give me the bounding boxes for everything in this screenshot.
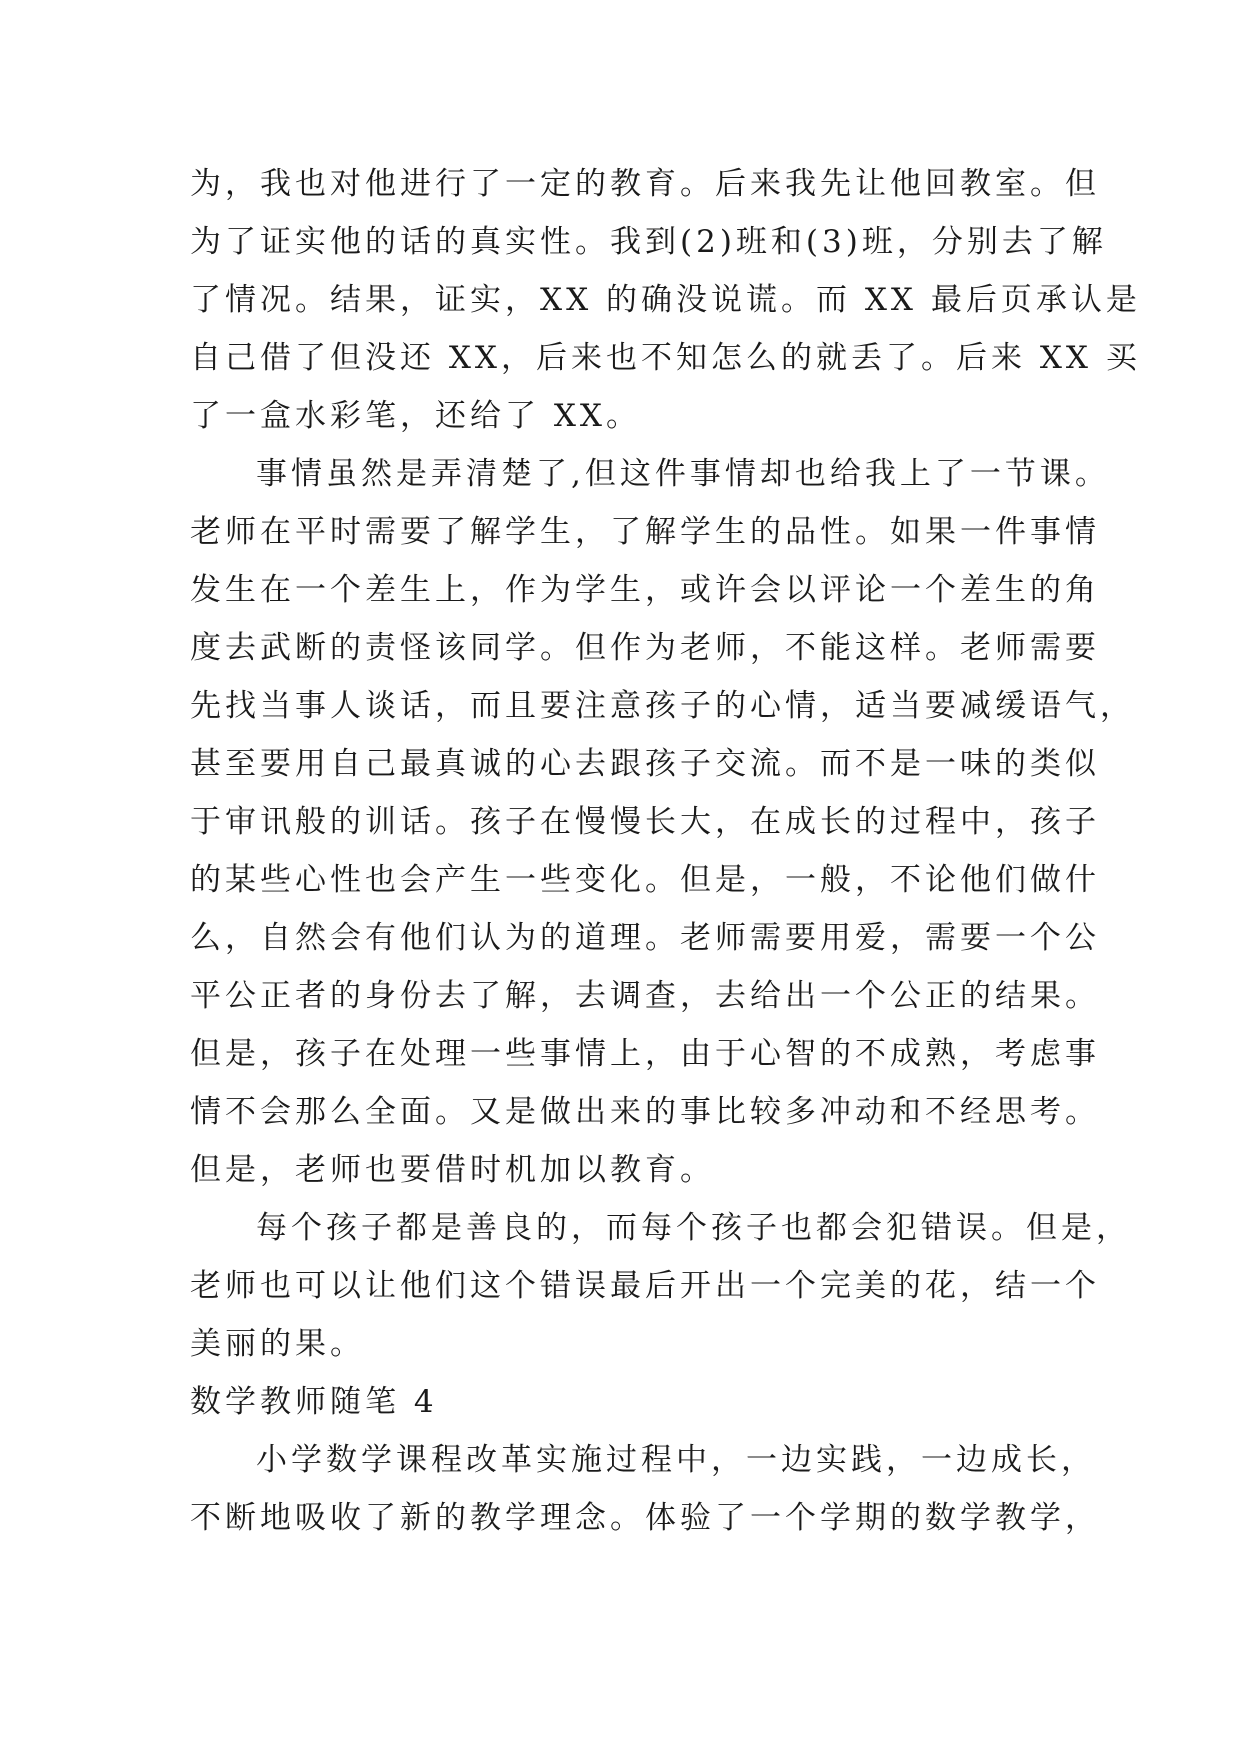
text-line: 平公正者的身份去了解，去调查，去给出一个公正的结果。 (190, 978, 1100, 1014)
text-line: 发生在一个差生上，作为学生，或许会以评论一个差生的角 (190, 572, 1100, 608)
text-line: 自己借了但没还 XX，后来也不知怎么的就丢了。后来 XX 买 (190, 340, 1141, 376)
text-line: 但是，老师也要借时机加以教育。 (190, 1152, 715, 1188)
text-line: 美丽的果。 (190, 1326, 365, 1362)
text-line: 了一盒水彩笔，还给了 XX。 (190, 398, 641, 434)
text-line: 但是，孩子在处理一些事情上，由于心智的不成熟，考虑事 (190, 1036, 1100, 1072)
text-line: 于审讯般的训话。孩子在慢慢长大，在成长的过程中，孩子 (190, 804, 1100, 840)
text-line: 老师也可以让他们这个错误最后开出一个完美的花，结一个 (190, 1268, 1100, 1304)
text-line: 情不会那么全面。又是做出来的事比较多冲动和不经思考。 (190, 1094, 1100, 1130)
text-line: 不断地吸收了新的教学理念。体验了一个学期的数学教学， (190, 1500, 1100, 1536)
text-line: 甚至要用自己最真诚的心去跟孩子交流。而不是一味的类似 (190, 746, 1100, 782)
paragraph-first-line: 事情虽然是弄清楚了,但这件事情却也给我上了一节课。 (256, 456, 1110, 492)
text-line: 了情况。结果，证实，XX 的确没说谎。而 XX 最后页承认是 (190, 282, 1141, 318)
section-heading: 数学教师随笔 4 (190, 1384, 438, 1420)
text-line: 度去武断的责怪该同学。但作为老师，不能这样。老师需要 (190, 630, 1100, 666)
paragraph-first-line: 每个孩子都是善良的，而每个孩子也都会犯错误。但是， (256, 1210, 1131, 1246)
text-line: 为，我也对他进行了一定的教育。后来我先让他回教室。但 (190, 166, 1100, 202)
text-line: 老师在平时需要了解学生，了解学生的品性。如果一件事情 (190, 514, 1100, 550)
text-line: 为了证实他的话的真实性。我到(2)班和(3)班，分别去了解 (190, 224, 1107, 260)
paragraph-first-line: 小学数学课程改革实施过程中，一边实践，一边成长， (256, 1442, 1096, 1478)
text-line: 么，自然会有他们认为的道理。老师需要用爱，需要一个公 (190, 920, 1100, 956)
text-line: 先找当事人谈话，而且要注意孩子的心情，适当要减缓语气， (190, 688, 1135, 724)
text-line: 的某些心性也会产生一些变化。但是，一般，不论他们做什 (190, 862, 1100, 898)
